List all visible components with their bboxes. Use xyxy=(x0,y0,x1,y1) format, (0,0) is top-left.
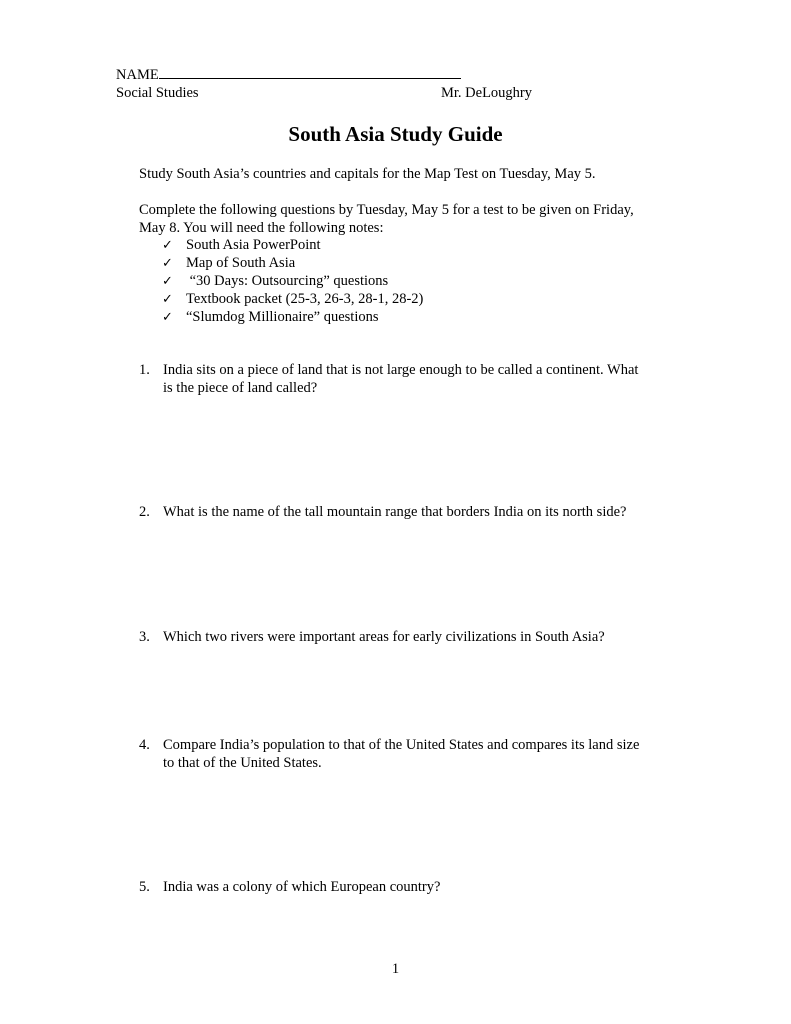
list-item xyxy=(162,272,423,290)
checkmark-icon: ✓ xyxy=(162,274,173,289)
checkmark-icon: ✓ xyxy=(162,310,173,325)
question-number: 1. xyxy=(139,362,150,378)
question-text xyxy=(163,361,683,397)
note-label: South Asia PowerPoint xyxy=(186,237,321,253)
question-line-2: to that of the United States. xyxy=(163,755,322,771)
course-label: Social Studies xyxy=(116,85,199,101)
name-field xyxy=(116,66,461,84)
checkmark-icon: ✓ xyxy=(162,292,173,307)
question-text xyxy=(163,878,683,896)
checkmark-icon: ✓ xyxy=(162,256,173,271)
question-line-1: Compare India’s population to that of the United States and compares its land size xyxy=(163,737,640,753)
page-number: 1 xyxy=(391,961,400,977)
note-label: “Slumdog Millionaire” questions xyxy=(186,309,379,325)
intro-complete-line1: Complete the following questions by Tuesday, May 5 for a test to be given on Friday, xyxy=(139,202,634,218)
note-label: Textbook packet (25-3, 26-3, 28-1, 28-2) xyxy=(186,291,424,307)
list-item xyxy=(162,236,423,254)
name-label: NAME xyxy=(116,67,159,83)
question-line-1: What is the name of the tall mountain range that borders India on its north side? xyxy=(163,504,627,520)
name-blank-line[interactable] xyxy=(159,66,461,79)
note-label: “30 Days: Outsourcing” questions xyxy=(186,273,389,289)
question-line-1: India sits on a piece of land that is not large enough to be called a continent. What xyxy=(163,362,639,378)
teacher-label: Mr. DeLoughry xyxy=(441,85,533,101)
question-text xyxy=(163,503,683,521)
list-item xyxy=(162,254,423,272)
note-label: Map of South Asia xyxy=(186,255,296,271)
list-item xyxy=(162,290,423,308)
question-number: 4. xyxy=(139,737,150,753)
question-line-1: Which two rivers were important areas for early civilizations in South Asia? xyxy=(163,629,605,645)
checkmark-icon: ✓ xyxy=(162,238,173,253)
question-line-1: India was a colony of which European country? xyxy=(163,879,441,895)
intro-map-test: Study South Asia’s countries and capitals for the Map Test on Tuesday, May 5. xyxy=(139,166,596,182)
question-text xyxy=(163,628,683,646)
question-number: 5. xyxy=(139,879,150,895)
question-number: 2. xyxy=(139,504,150,520)
question-number: 3. xyxy=(139,629,150,645)
intro-complete-line2: May 8. You will need the following notes: xyxy=(139,220,384,236)
list-item xyxy=(162,308,423,326)
page-title: South Asia Study Guide xyxy=(288,122,503,146)
question-line-2: is the piece of land called? xyxy=(163,380,318,396)
notes-checklist xyxy=(162,236,423,326)
question-text xyxy=(163,736,683,772)
